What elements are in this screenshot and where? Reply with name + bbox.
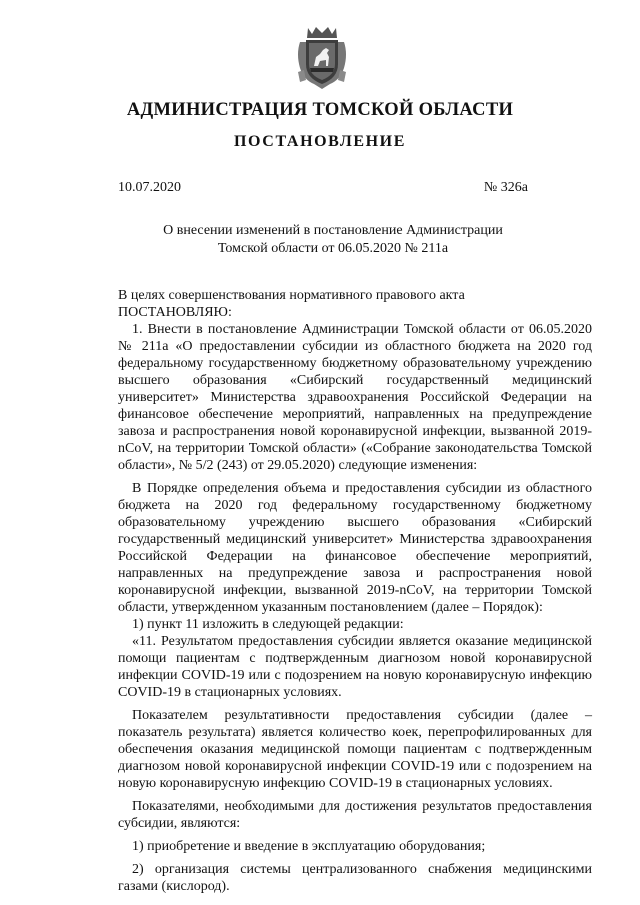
tomsk-region-coat-of-arms-icon	[296, 24, 348, 90]
item-1: 1) пункт 11 изложить в следующей редакции:	[132, 617, 404, 632]
indicators-list-intro: Показателями, необходимыми для достижения результатов предоставления субсидии, являются:	[118, 799, 592, 831]
document-date: 10.07.2020	[118, 180, 181, 195]
point-11: «11. Результатом предоставления субсидии является оказание медицинской помощи пациентам с подтвержденным диагнозом новой коронавирусной инфекции COVID-19 или с подозрением на новую коронавирусную инфекцию COVID-19 в стационарных условиях.	[118, 634, 592, 700]
indicator-item-1: 1) приобретение и введение в эксплуатацию оборудования;	[132, 839, 486, 854]
document-type: ПОСТАНОВЛЕНИЕ	[234, 133, 406, 150]
clause-1: 1. Внести в постановление Администрации Томской области от 06.05.2020 № 211а «О предоставлении субсидии из областного бюджета на 2020 год федеральному государственному бюджетному образовательному учреждению высшего образования «Сибирский государственный медицинский университет» Министерства здравоохранения Российской Федерации на финансовое обеспечение мероприятий, направленных на предупреждение завоза и распространения новой коронавирусной инфекции, вызванной 2019-nCoV, на территории Томской области» («Собрание законодательства Томской области», № 5/2 (243) от 29.05.2020) следующие изменения:	[118, 322, 592, 473]
document-body	[118, 287, 592, 895]
document-subject	[118, 222, 548, 258]
subject-line: Томской области от 06.05.2020 № 211а	[217, 241, 449, 256]
procedure-paragraph: В Порядке определения объема и предоставления субсидии из областного бюджета на 2020 год федеральному государственному бюджетному образовательному учреждению высшего образования «Сибирский государственный медицинский университет» Министерства здравоохранения Российской Федерации на финансовое обеспечение мероприятий, направленных на предупреждение завоза и распространения новой коронавирусной инфекции, вызванной 2019-nCoV, на территории Томской области, утвержденном указанным постановлением (далее – Порядок):	[118, 481, 592, 615]
preamble: В целях совершенствования нормативного правового акта	[118, 288, 465, 303]
indicator-item-2: 2) организация системы централизованного снабжения медицинскими газами (кислород).	[118, 862, 592, 894]
resolve-heading: ПОСТАНОВЛЯЮ:	[118, 305, 232, 320]
subject-line: О внесении изменений в постановление Администрации	[163, 223, 503, 238]
indicator-paragraph: Показателем результативности предоставления субсидии (далее – показатель результата) является количество коек, перепрофилированных для обеспечения оказания медицинской помощи пациентам с подтвержденным диагнозом новой коронавирусной инфекции COVID-19 или с подозрением на новую коронавирусную инфекцию COVID-19 в стационарных условиях.	[118, 708, 592, 791]
organization-title: АДМИНИСТРАЦИЯ ТОМСКОЙ ОБЛАСТИ	[126, 100, 514, 120]
document-number: № 326а	[483, 180, 528, 195]
